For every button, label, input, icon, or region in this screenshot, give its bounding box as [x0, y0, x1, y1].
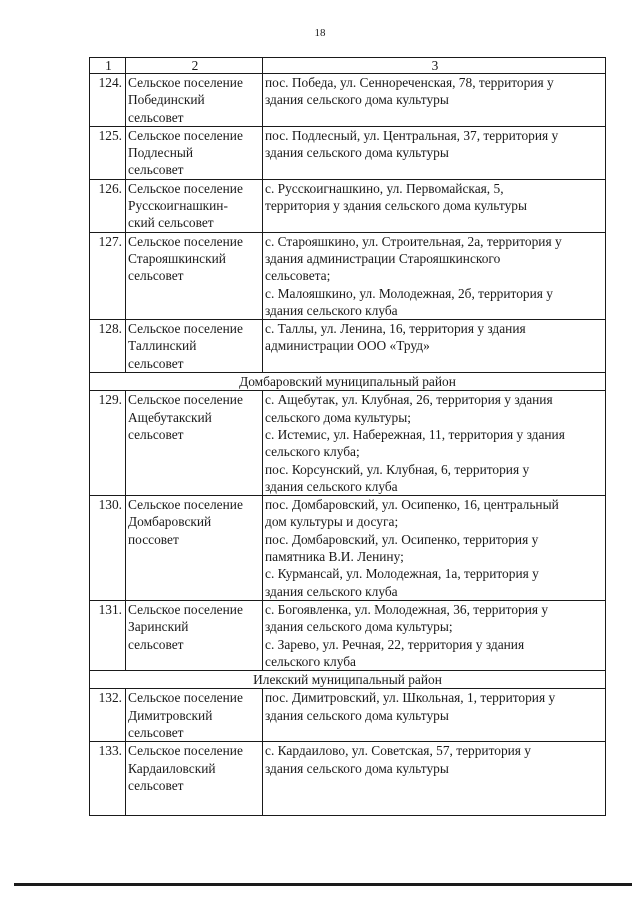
- row-number: 124.: [90, 74, 126, 127]
- row-number: 128.: [90, 320, 126, 373]
- address-line: с. Ащебутак, ул. Клубная, 26, территория у здания: [265, 392, 553, 408]
- district-row: [90, 671, 606, 689]
- address-line: здания сельского дома культуры: [265, 707, 449, 723]
- settlement-name-line: поссовет: [128, 531, 179, 547]
- settlement-name-line: Сельское поселение: [128, 392, 243, 408]
- settlement-name-line: сельсовет: [128, 268, 184, 284]
- address-line: пос. Домбаровский, ул. Осипенко, 16, центральный: [265, 497, 559, 513]
- address-cell: [263, 179, 606, 232]
- address-line: здания сельского дома культуры: [265, 145, 449, 161]
- address-cell: [263, 689, 606, 742]
- polling-locations-table: [89, 57, 606, 816]
- table-row: [90, 320, 606, 373]
- address-line: с. Русскоигнашкино, ул. Первомайская, 5,: [265, 180, 504, 196]
- row-number: 132.: [90, 689, 126, 742]
- settlement-name-line: сельсовет: [128, 162, 184, 178]
- page-number: 18: [314, 27, 326, 39]
- settlement-name-line: сельсовет: [128, 426, 184, 442]
- settlement-name-line: Кардаиловский: [128, 760, 216, 776]
- district-heading: Домбаровский муниципальный район: [90, 373, 606, 391]
- table-row: [90, 232, 606, 319]
- settlement-name-cell: [126, 74, 263, 127]
- address-line: сельсовета;: [265, 268, 331, 284]
- settlement-name-cell: [126, 320, 263, 373]
- settlement-name-line: Русскоигнашкин-: [128, 198, 228, 214]
- settlement-name-line: Побединский: [128, 92, 205, 108]
- settlement-name-line: Старояшкинский: [128, 250, 226, 266]
- settlement-name-line: Сельское поселение: [128, 743, 243, 759]
- settlement-name-line: Сельское поселение: [128, 127, 243, 143]
- row-number: 130.: [90, 496, 126, 601]
- address-cell: [263, 496, 606, 601]
- settlement-name-cell: [126, 179, 263, 232]
- settlement-name-line: сельсовет: [128, 724, 184, 740]
- table-row: [90, 742, 606, 816]
- address-cell: [263, 126, 606, 179]
- settlement-name-cell: [126, 742, 263, 816]
- settlement-name-line: сельсовет: [128, 109, 184, 125]
- address-cell: [263, 391, 606, 496]
- address-line: с. Малояшкино, ул. Молодежная, 2б, территория у: [265, 285, 553, 301]
- table-row: [90, 496, 606, 601]
- address-line: с. Старояшкино, ул. Строительная, 2а, территория у: [265, 233, 562, 249]
- table-body: [90, 74, 606, 816]
- blank-space: [265, 777, 605, 815]
- settlement-name-line: сельсовет: [128, 355, 184, 371]
- address-line: пос. Димитровский, ул. Школьная, 1, территория у: [265, 690, 556, 706]
- settlement-name-line: сельсовет: [128, 636, 184, 652]
- settlement-name-line: Сельское поселение: [128, 601, 243, 617]
- settlement-name-cell: [126, 689, 263, 742]
- address-line: здания сельского дома культуры: [265, 760, 449, 776]
- address-cell: [263, 74, 606, 127]
- settlement-name-line: Ащебутакский: [128, 409, 212, 425]
- address-line: здания сельского клуба: [265, 583, 398, 599]
- address-cell: [263, 232, 606, 319]
- address-line: с. Кардаилово, ул. Советская, 57, территория у: [265, 743, 532, 759]
- settlement-name-line: ский сельсовет: [128, 215, 214, 231]
- address-line: здания сельского дома культуры: [265, 92, 449, 108]
- address-line: с. Таллы, ул. Ленина, 16, территория у здания: [265, 321, 526, 337]
- row-number: 125.: [90, 126, 126, 179]
- column-header-2: 2: [126, 58, 263, 74]
- address-line: с. Курмансай, ул. Молодежная, 1а, территория у: [265, 566, 539, 582]
- table-header-row: [90, 58, 606, 74]
- settlement-name-cell: [126, 600, 263, 670]
- address-cell: [263, 742, 606, 816]
- address-line: администрации ООО «Труд»: [265, 338, 430, 354]
- table-row: [90, 179, 606, 232]
- row-number: 127.: [90, 232, 126, 319]
- district-heading: Илекский муниципальный район: [90, 671, 606, 689]
- settlement-name-line: Сельское поселение: [128, 321, 243, 337]
- address-line: памятника В.И. Ленину;: [265, 549, 404, 565]
- settlement-name-line: Сельское поселение: [128, 690, 243, 706]
- address-line: здания администрации Старояшкинского: [265, 250, 501, 266]
- table-row: [90, 689, 606, 742]
- address-line: пос. Подлесный, ул. Центральная, 37, территория у: [265, 127, 559, 143]
- settlement-name-line: Сельское поселение: [128, 180, 243, 196]
- settlement-name-line: сельсовет: [128, 777, 184, 793]
- address-line: сельского клуба: [265, 653, 356, 669]
- row-number: 133.: [90, 742, 126, 816]
- settlement-name-cell: [126, 391, 263, 496]
- column-header-3: 3: [263, 58, 606, 74]
- settlement-name-line: Сельское поселение: [128, 497, 243, 513]
- row-number: 129.: [90, 391, 126, 496]
- settlement-name-line: Заринский: [128, 619, 189, 635]
- table-row: [90, 600, 606, 670]
- table-row: [90, 391, 606, 496]
- address-line: дом культуры и досуга;: [265, 514, 399, 530]
- row-number: 126.: [90, 179, 126, 232]
- table-row: [90, 126, 606, 179]
- table-row: [90, 74, 606, 127]
- address-line: пос. Домбаровский, ул. Осипенко, территория у: [265, 531, 539, 547]
- settlement-name-line: Димитровский: [128, 707, 213, 723]
- district-row: [90, 373, 606, 391]
- settlement-name-line: Сельское поселение: [128, 233, 243, 249]
- settlement-name-line: Сельское поселение: [128, 75, 243, 90]
- settlement-name-line: Домбаровский: [128, 514, 212, 530]
- address-line: здания сельского дома культуры;: [265, 619, 453, 635]
- row-number: 131.: [90, 600, 126, 670]
- settlement-name-cell: [126, 496, 263, 601]
- column-header-1: 1: [90, 58, 126, 74]
- address-line: с. Зарево, ул. Речная, 22, территория у здания: [265, 636, 525, 652]
- address-line: с. Богоявленка, ул. Молодежная, 36, территория у: [265, 601, 549, 617]
- settlement-name-line: Таллинский: [128, 338, 197, 354]
- address-line: здания сельского клуба: [265, 302, 398, 318]
- bottom-rule: [14, 883, 632, 886]
- address-line: пос. Победа, ул. Сеннореченская, 78, территория у: [265, 75, 554, 90]
- address-cell: [263, 600, 606, 670]
- address-line: здания сельского клуба: [265, 478, 398, 494]
- address-cell: [263, 320, 606, 373]
- address-line: территория у здания сельского дома культуры: [265, 198, 527, 214]
- settlement-name-cell: [126, 232, 263, 319]
- address-line: сельского клуба;: [265, 444, 360, 460]
- address-line: сельского дома культуры;: [265, 409, 411, 425]
- settlement-name-cell: [126, 126, 263, 179]
- address-line: пос. Корсунский, ул. Клубная, 6, территория у: [265, 461, 530, 477]
- settlement-name-line: Подлесный: [128, 145, 194, 161]
- address-line: с. Истемис, ул. Набережная, 11, территория у здания: [265, 426, 565, 442]
